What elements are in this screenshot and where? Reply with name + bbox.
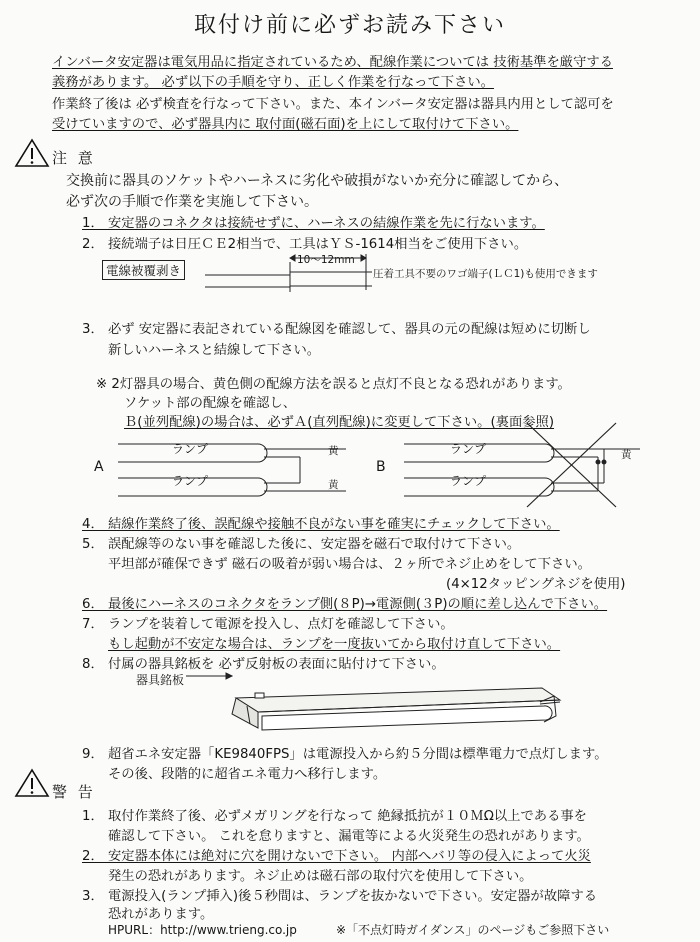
caution-para-2: 必ず次の手順で作業を実施して下さい。	[66, 194, 318, 210]
wiring-diagram-b	[404, 423, 640, 507]
warning-3-line-2: 恐れがあります。	[108, 907, 214, 922]
footer-note: ※「不点灯時ガイダンス」のページもご参照下さい	[336, 923, 610, 937]
intro-line-4: 受けていますので、必ず器具内に 取付面(磁石面)を上にして取付けて下さい。	[52, 117, 519, 132]
warning-2-line-1: 2． 安定器本体には絶対に穴を開けないで下さい。 内部へバリ等の侵入によって火災	[82, 849, 591, 864]
lamp-label-a-bottom: ランプ	[172, 474, 209, 488]
intro-line-3: 作業終了後は 必ず検査を行なって下さい。また、本インバータ安定器は器具内用として認可を	[52, 97, 614, 112]
step-8: 8． 付属の器具銘板を 必ず反射板の表面に貼付けて下さい。	[82, 657, 445, 672]
note-line-3: Ｂ(並列配線)の場合は、必ずＡ(直列配線)に変更して下さい。(裏面参照)	[124, 415, 555, 430]
step-7-line-2: もし起動が不安定な場合は、ランプを一度抜いてから取付け直して下さい。	[108, 637, 561, 652]
intro-line-1: インバータ安定器は電気用品に指定されているため、配線作業については 技術基準を厳守する	[52, 55, 613, 70]
step-1: 1． 安定器のコネクタは接続せずに、ハーネスの結線作業を先に行ないます。	[82, 216, 545, 231]
step-7-line-1: 7． ランプを装着して電源を投入し、点灯を確認して下さい。	[82, 617, 454, 632]
wire-strip-diagram	[205, 254, 372, 292]
step-5-line-1: 5． 誤配線等のない事を確認した後に、安定器を磁石で取付けて下さい。	[82, 537, 521, 552]
step-2: 2． 接続端子は日圧ＣＥ2相当で、工具はＹＳ-1614相当をご使用下さい。	[82, 237, 528, 252]
diagram-a-label: A	[94, 459, 104, 475]
intro-line-2: 義務があります。 必ず以下の手順を守り、正しく作業を行なって下さい。	[52, 75, 494, 90]
step-9-line-2: その後、段階的に超省エネ電力へ移行します。	[108, 767, 387, 782]
caution-para-1: 交換前に器具のソケットやハーネスに劣化や破損がないか充分に確認してから、	[66, 173, 569, 189]
step-4: 4． 結線作業終了後、誤配線や接触不良がない事を確実にチェックして下さい。	[82, 517, 560, 532]
warning-2-line-2: 発生の恐れがあります。ネジ止めは磁石部の取付穴を使用して下さい。	[108, 869, 533, 884]
step-5-line-3: (4×12タッピングネジを使用)	[446, 577, 626, 592]
warning-triangle-icon	[16, 770, 48, 796]
page-title: 取付け前に必ずお読み下さい	[193, 13, 506, 38]
strip-note: 圧着工具不要のワゴ端子(ＬＣ1)も使用できます	[373, 268, 598, 280]
step-5-line-2: 平坦部が確保できず 磁石の吸着が弱い場合は、２ヶ所でネジ止めをして下さい。	[108, 557, 591, 572]
lamp-label-b-bottom: ランプ	[450, 474, 487, 488]
fixture-illustration	[186, 673, 560, 730]
wiring-diagram-a	[118, 444, 346, 496]
yellow-label-a-bottom: 黄	[328, 479, 339, 491]
strip-dimension: 10～12mm	[297, 254, 355, 266]
wire-strip-label: 電線被覆剥き	[102, 260, 185, 280]
plate-label: 器具銘板	[136, 673, 185, 687]
yellow-label-b: 黄	[621, 449, 632, 461]
warning-3-line-1: 3． 電源投入(ランプ挿入)後５秒間は、ランプを抜かないで下さい。安定器が故障する	[82, 889, 598, 904]
caution-heading: 注 意	[52, 149, 96, 167]
lamp-label-a-top: ランプ	[172, 442, 209, 456]
warning-1-line-1: 1． 取付作業終了後、必ずメガリングを行なって 絶縁抵抗が１０ＭΩ以上である事を	[82, 809, 587, 824]
lamp-label-b-top: ランプ	[450, 442, 487, 456]
caution-triangle-icon	[16, 140, 48, 166]
note-line-1: ※ 2灯器具の場合、黄色側の配線方法を誤ると点灯不良となる恐れがあります。	[96, 377, 571, 392]
step-3-line-2: 新しいハーネスと結線して下さい。	[108, 343, 321, 358]
footer-url: HPURL：http://www.trieng.co.jp	[108, 923, 297, 937]
step-9-line-1: 9． 超省エネ安定器「KE9840FPS」は電源投入から約５分間は標準電力で点灯します。	[82, 747, 608, 762]
warning-1-line-2: 確認して下さい。 これを怠りますと、漏電等による火災発生の恐れがあります。	[108, 829, 590, 844]
step-6: 6． 最後にハーネスのコネクタをランプ側(８P)→電源側(３P)の順に差し込んで下さい。	[82, 597, 608, 612]
diagram-b-label: B	[376, 459, 386, 475]
note-line-2: ソケット部の配線を確認し、	[124, 396, 297, 411]
warning-heading: 警 告	[52, 783, 96, 801]
step-3-line-1: 3． 必ず 安定器に表記されている配線図を確認して、器具の元の配線は短めに切断し	[82, 322, 591, 337]
yellow-label-a-top: 黄	[328, 445, 339, 457]
